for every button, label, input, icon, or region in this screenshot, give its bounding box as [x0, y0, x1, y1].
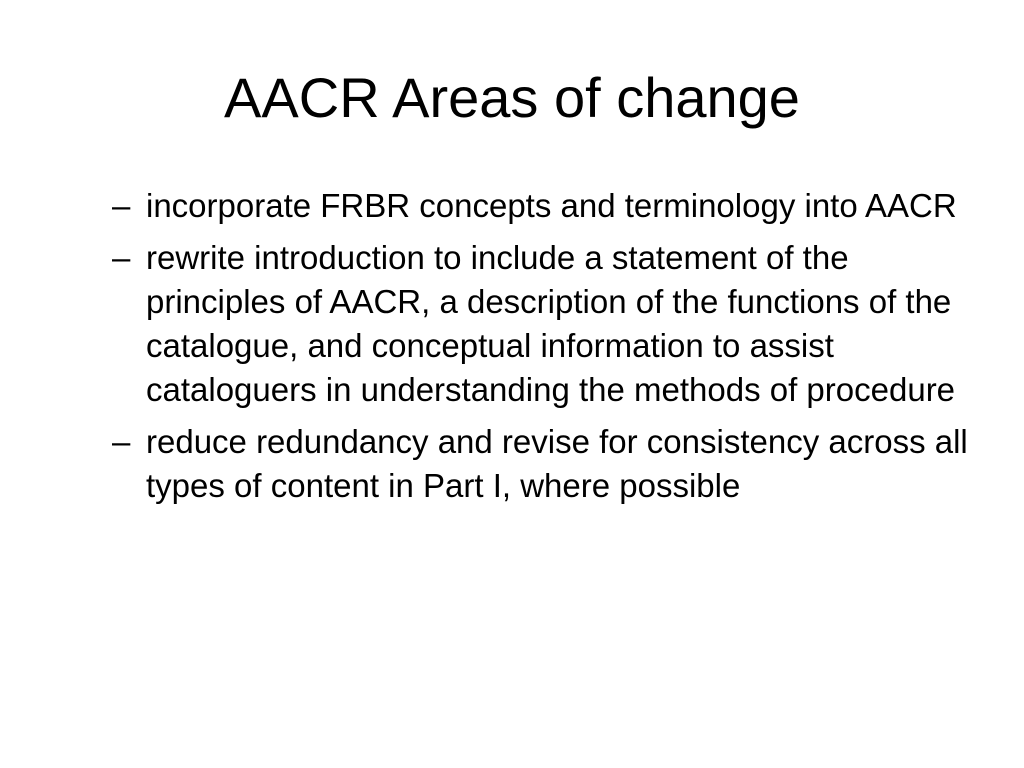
- slide-title: AACR Areas of change: [224, 66, 800, 129]
- list-item: [112, 184, 992, 228]
- list-item: [112, 236, 992, 412]
- dash-bullet-icon: –: [112, 239, 131, 276]
- bullet-list: [112, 184, 992, 516]
- bullet-text: rewrite introduction to include a statement of the principles of AACR, a description of the functions of the catalogue, and conceptual information to assist cataloguers in understanding the methods of procedure: [146, 239, 956, 408]
- bullet-text: incorporate FRBR concepts and terminology into AACR: [146, 187, 957, 224]
- dash-bullet-icon: –: [112, 187, 131, 224]
- bullet-text: reduce redundancy and revise for consistency across all types of content in Part I, where possible: [146, 423, 968, 504]
- dash-bullet-icon: –: [112, 423, 131, 460]
- list-item: [112, 420, 992, 508]
